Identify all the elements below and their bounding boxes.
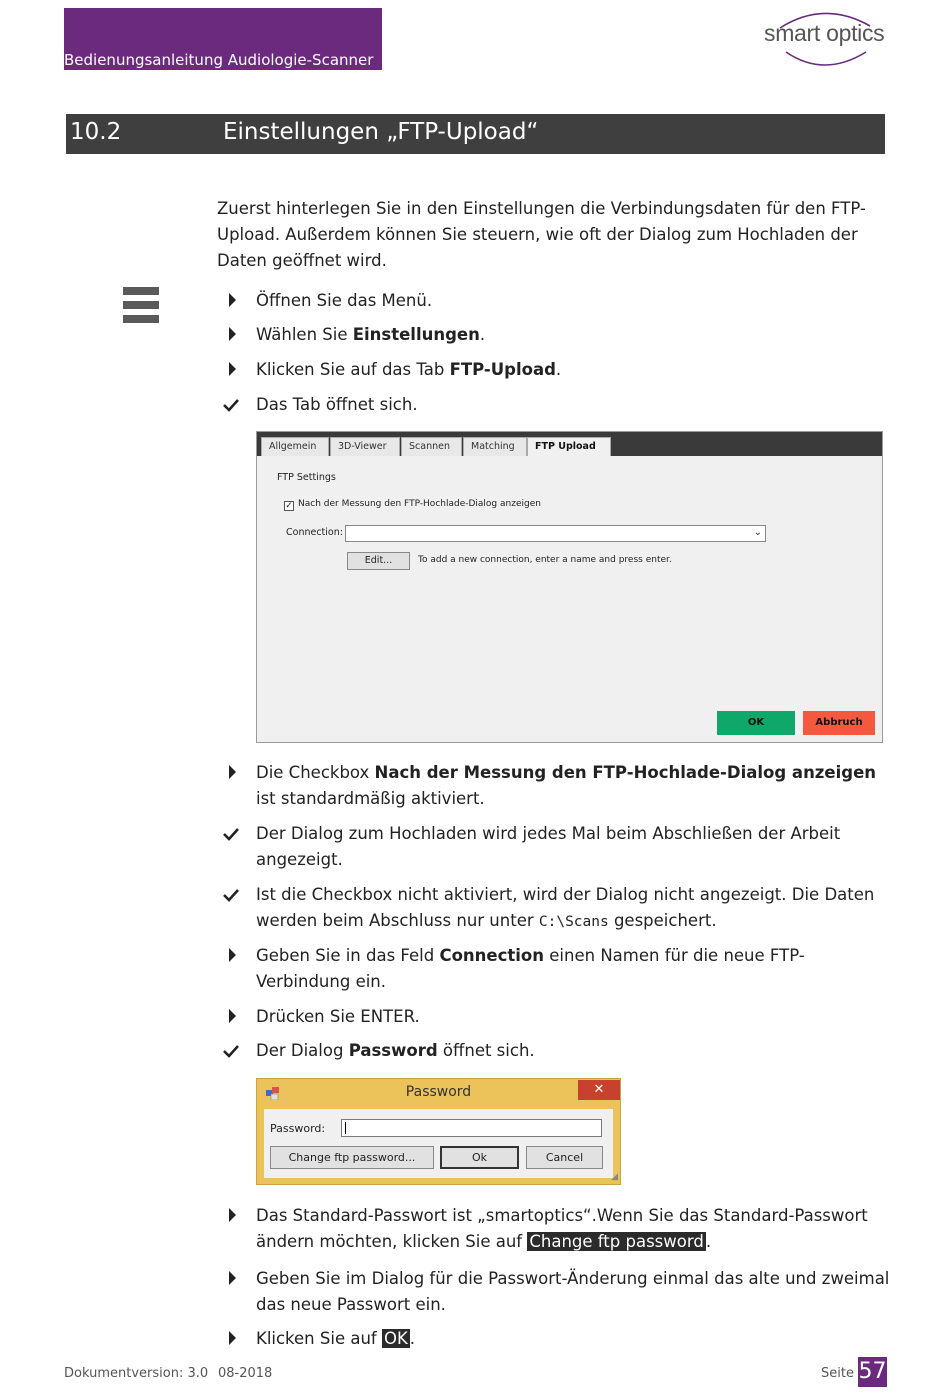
change-password-button[interactable]: Change ftp password... — [270, 1146, 434, 1169]
page-number: 57 — [858, 1357, 887, 1387]
step-text: . — [705, 1232, 712, 1251]
edit-hint: To add a new connection, enter a name and press enter. — [418, 555, 672, 565]
password-dialog-screenshot — [256, 1078, 621, 1185]
upload-dialog-checkbox[interactable]: ✓ — [285, 501, 293, 511]
chevron-down-icon: ⌄ — [753, 527, 762, 538]
step-bold: FTP-Upload — [449, 360, 556, 379]
checkmark-bullet-icon — [222, 821, 242, 847]
tab-3d-viewer[interactable]: 3D-Viewer — [330, 437, 400, 456]
checkmark-bullet-icon — [222, 1038, 242, 1064]
step-text: . — [555, 360, 562, 379]
section-heading — [66, 114, 885, 154]
checkmark-bullet-icon — [222, 882, 242, 908]
arrow-bullet-icon — [222, 322, 242, 348]
step-text: gespeichert. — [608, 911, 717, 930]
step-text: Das Tab öffnet sich. — [256, 395, 418, 414]
arrow-bullet-icon — [222, 1266, 242, 1292]
section-number: 10.2 — [70, 119, 122, 145]
step-text: Klicken Sie auf das Tab — [256, 360, 450, 379]
checkmark-bullet-icon — [222, 392, 242, 418]
step-text: Geben Sie im Dialog für die Passwort-Änderung einmal das alte und zweimal das neue Passwort ein. — [256, 1269, 890, 1314]
step-text: Drücken Sie ENTER. — [256, 1007, 420, 1026]
ftp-upload-screenshot — [256, 431, 883, 743]
step-text: ist standardmäßig aktiviert. — [256, 789, 485, 808]
step-text: Klicken Sie auf — [256, 1329, 382, 1348]
dialog-title: Password — [405, 1084, 472, 1100]
ftp-settings-label: FTP Settings — [277, 472, 336, 483]
document-date: 08-2018 — [218, 1366, 273, 1381]
arrow-bullet-icon — [222, 1004, 242, 1030]
step-text: . — [479, 325, 486, 344]
scans-path: C:\Scans — [538, 914, 609, 930]
section-title: Einstellungen „FTP-Upload“ — [223, 119, 539, 145]
close-icon[interactable]: ✕ — [578, 1080, 620, 1100]
checkbox-label: Nach der Messung den FTP-Hochlade-Dialog anzeigen — [298, 499, 541, 509]
hamburger-menu-icon — [123, 287, 159, 323]
step-text: Der Dialog zum Hochladen wird jedes Mal beim Abschließen der Arbeit angezeigt. — [256, 824, 841, 869]
document-version: Dokumentversion: 3.0 — [64, 1366, 209, 1381]
tab-ftp-upload[interactable]: FTP Upload — [527, 437, 611, 456]
tab-scannen[interactable]: Scannen — [401, 437, 462, 456]
step-text: . — [409, 1329, 416, 1348]
step-text: Der Dialog — [256, 1041, 349, 1060]
ui-element-highlight: Change ftp password — [529, 1232, 704, 1251]
document-title: Bedienungsanleitung Audiologie-Scanner — [64, 51, 374, 69]
arrow-bullet-icon — [222, 943, 242, 969]
smart-optics-logo — [762, 6, 886, 68]
logo-text: smart optics — [764, 20, 885, 46]
dialog-body — [264, 1109, 613, 1178]
ok-button[interactable]: OK — [717, 711, 795, 735]
password-label: Password: — [270, 1122, 326, 1135]
step-text: Geben Sie in das Feld — [256, 946, 440, 965]
step-text: Die Checkbox — [256, 763, 375, 782]
page-label: Seite — [821, 1366, 854, 1381]
intro-paragraph: Zuerst hinterlegen Sie in den Einstellungen die Verbindungsdaten für den FTP-Upload. Außerdem können Sie steuern, wie oft der Dialog zum Hochladen der Daten geöffnet wird. — [217, 199, 866, 270]
step-bold: Connection — [439, 946, 545, 965]
arrow-bullet-icon — [222, 1203, 242, 1229]
step-text: Öffnen Sie das Menü. — [256, 291, 433, 310]
password-input[interactable] — [341, 1119, 602, 1137]
step-text: Wählen Sie — [256, 325, 353, 344]
ok-button[interactable]: Ok — [440, 1146, 519, 1169]
connection-label: Connection: — [286, 527, 343, 538]
connection-combobox[interactable] — [345, 525, 766, 542]
cancel-button[interactable]: Abbruch — [803, 711, 875, 735]
resize-grip-icon[interactable]: ◢ — [611, 1172, 618, 1182]
step-text: Das Standard-Passwort ist „smartoptics“.Wenn Sie das Standard-Passwort ändern möchten, klicken Sie auf — [256, 1206, 868, 1251]
step-bold: Password — [348, 1041, 438, 1060]
step-bold: Einstellungen — [352, 325, 480, 344]
tab-matching[interactable]: Matching — [463, 437, 527, 456]
step-text: öffnet sich. — [437, 1041, 535, 1060]
arrow-bullet-icon — [222, 1326, 242, 1352]
step-text: Ist die Checkbox nicht aktiviert, wird der Dialog nicht angezeigt. Die Daten werden beim Abschluss nur unter — [256, 885, 875, 930]
edit-button[interactable]: Edit... — [347, 552, 410, 570]
header-bar — [64, 8, 382, 70]
arrow-bullet-icon — [222, 288, 242, 314]
tab-allgemein[interactable]: Allgemein — [261, 437, 329, 456]
arrow-bullet-icon — [222, 760, 242, 786]
ui-element-highlight: OK — [383, 1329, 408, 1348]
step-text: einen Namen für die neue FTP-Verbindung ein. — [256, 946, 805, 991]
cancel-button[interactable]: Cancel — [526, 1146, 603, 1169]
arrow-bullet-icon — [222, 357, 242, 383]
step-bold: Nach der Messung den FTP-Hochlade-Dialog anzeigen — [374, 763, 877, 782]
